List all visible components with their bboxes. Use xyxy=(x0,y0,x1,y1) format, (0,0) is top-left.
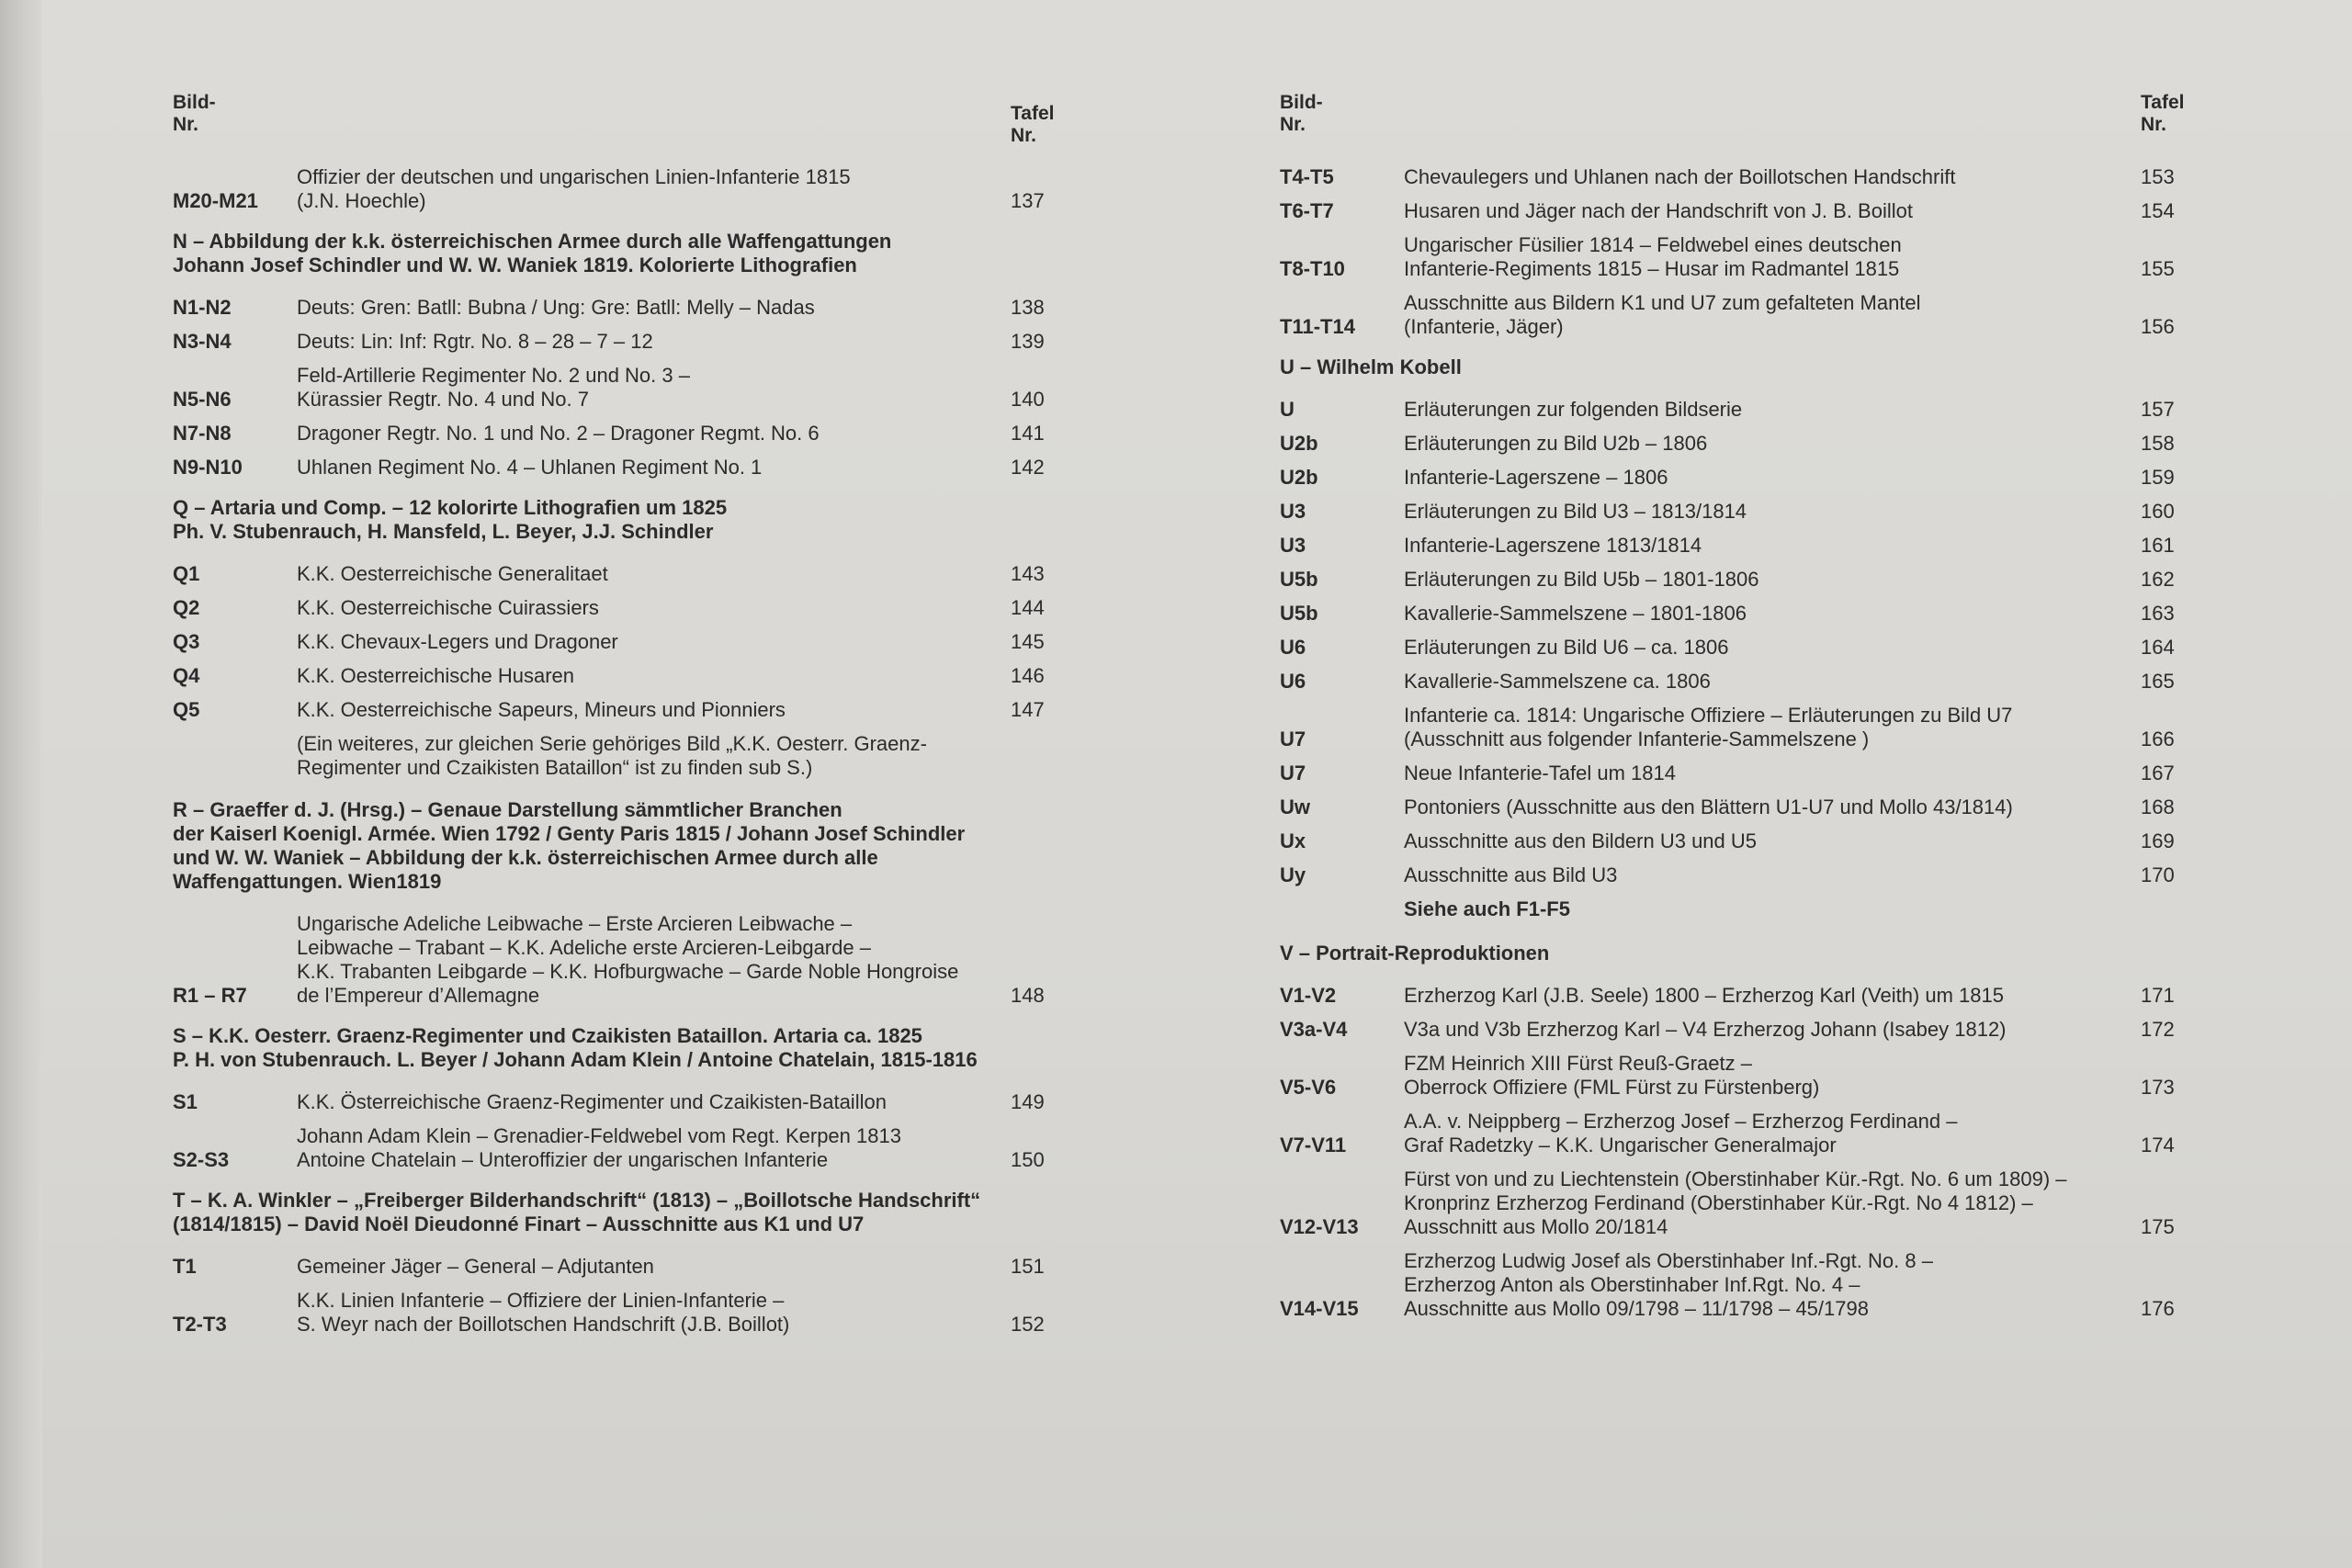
tafel-nr: 175 xyxy=(2141,1215,2175,1238)
description-line: Infanterie-Lagerszene 1813/1814 xyxy=(1404,534,1702,557)
entry-description xyxy=(1404,829,2141,853)
bild-nr: Uw xyxy=(1280,795,1310,818)
tafel-nr: 171 xyxy=(2141,984,2175,1007)
table-row xyxy=(156,364,1084,412)
table-row xyxy=(156,422,1084,446)
description-line: Infanterie-Lagerszene – 1806 xyxy=(1404,466,1668,489)
table-row xyxy=(156,596,1084,620)
tafel-nr: 172 xyxy=(2141,1018,2175,1041)
description-line: Erzherzog Anton als Oberstinhaber Inf.Rgt. No. 4 – xyxy=(1404,1273,1860,1296)
see-also-text xyxy=(1404,897,2214,921)
entry-description xyxy=(1404,1018,2141,1042)
description-line: (Ausschnitt aus folgender Infanterie-Sammelszene ) xyxy=(1404,728,1870,750)
bild-nr-heading: Bild- Nr. xyxy=(173,92,216,135)
tafel-nr: 161 xyxy=(2141,534,2175,557)
table-row xyxy=(156,456,1084,479)
table-row xyxy=(156,1289,1084,1337)
description-line: Ausschnitte aus Mollo 09/1798 – 11/1798 – 45/1798 xyxy=(1404,1297,1869,1320)
table-row xyxy=(156,165,1084,213)
note-text-line: (Ein weiteres, zur gleichen Serie gehöriges Bild „K.K. Oesterr. Graenz- xyxy=(297,732,927,755)
section-heading-line: T – K. A. Winkler – „Freiberger Bilderhandschrift“ (1813) – „Boillotsche Handschrift“ xyxy=(173,1189,981,1212)
description-line: Ausschnitt aus Mollo 20/1814 xyxy=(1404,1215,1668,1238)
entry-description xyxy=(1404,165,2141,189)
table-row xyxy=(1263,1168,2214,1239)
table-row xyxy=(156,296,1084,320)
section-heading xyxy=(1280,355,2214,379)
description-line: K.K. Oesterreichische Cuirassiers xyxy=(297,596,599,619)
tafel-nr-heading: Tafel Nr. xyxy=(2141,92,2185,135)
table-row xyxy=(1263,1052,2214,1100)
description-line: Ausschnitte aus Bildern K1 und U7 zum gefalteten Mantel xyxy=(1404,291,1921,314)
description-line: K.K. Oesterreichische Generalitaet xyxy=(297,562,608,585)
table-row xyxy=(1263,829,2214,853)
entry-description xyxy=(1404,466,2141,490)
bild-nr: U7 xyxy=(1280,761,1306,784)
entry-description xyxy=(1404,500,2141,524)
entry-description xyxy=(1404,432,2141,456)
bild-nr: N5-N6 xyxy=(173,388,232,411)
table-row xyxy=(156,1124,1084,1172)
tafel-nr: 152 xyxy=(1011,1313,1045,1336)
tafel-nr: 147 xyxy=(1011,698,1045,721)
entry-description xyxy=(297,1124,1011,1172)
description-line: Neue Infanterie-Tafel um 1814 xyxy=(1404,761,1676,784)
table-row xyxy=(1263,984,2214,1008)
entry-description xyxy=(1404,761,2141,785)
left-column xyxy=(156,92,1084,1347)
description-line: Chevaulegers und Uhlanen nach der Boillotschen Handschrift xyxy=(1404,165,1956,188)
tafel-nr: 164 xyxy=(2141,636,2175,659)
section-heading-line: (1814/1815) – David Noël Dieudonné Finart – Ausschnitte aus K1 und U7 xyxy=(173,1213,865,1235)
bild-nr: U3 xyxy=(1280,534,1306,557)
bild-nr: U2b xyxy=(1280,432,1318,455)
description-line: Kronprinz Erzherzog Ferdinand (Oberstinhaber Kür.-Rgt. No 4 1812) – xyxy=(1404,1191,2033,1214)
section-heading-line: P. H. von Stubenrauch. L. Beyer / Johann Adam Klein / Antoine Chatelain, 1815-1816 xyxy=(173,1048,978,1071)
table-row xyxy=(1263,795,2214,819)
section-heading xyxy=(173,798,1084,894)
bild-nr: V1-V2 xyxy=(1280,984,1337,1007)
description-line: Husaren und Jäger nach der Handschrift von J. B. Boillot xyxy=(1404,199,1913,222)
description-line: Kavallerie-Sammelszene – 1801-1806 xyxy=(1404,602,1747,625)
table-row xyxy=(156,912,1084,1008)
section-heading-line: Q – Artaria und Comp. – 12 kolorirte Lithografien um 1825 xyxy=(173,496,728,519)
description-line: Kürassier Regtr. No. 4 und No. 7 xyxy=(297,388,589,411)
tafel-nr: 137 xyxy=(1011,189,1045,212)
bild-nr: T6-T7 xyxy=(1280,199,1334,222)
tafel-nr: 155 xyxy=(2141,257,2175,280)
entry-description xyxy=(1404,291,2141,339)
bild-nr: V5-V6 xyxy=(1280,1076,1337,1099)
bild-nr: V3a-V4 xyxy=(1280,1018,1348,1041)
tafel-nr: 165 xyxy=(2141,670,2175,693)
tafel-nr: 166 xyxy=(2141,728,2175,750)
entry-description xyxy=(297,1255,1011,1279)
bild-nr: Q5 xyxy=(173,698,200,721)
bild-nr: Q1 xyxy=(173,562,200,585)
table-row xyxy=(1263,636,2214,660)
tafel-nr: 148 xyxy=(1011,984,1045,1007)
section-heading xyxy=(173,1024,1084,1072)
description-line: Erzherzog Karl (J.B. Seele) 1800 – Erzherzog Karl (Veith) um 1815 xyxy=(1404,984,2004,1007)
tafel-nr: 156 xyxy=(2141,315,2175,338)
bild-nr-heading: Bild- Nr. xyxy=(1280,92,1323,135)
table-row xyxy=(1263,233,2214,281)
tafel-nr: 167 xyxy=(2141,761,2175,784)
table-row xyxy=(156,1090,1084,1114)
entry-description xyxy=(297,562,1011,586)
section-heading-line: S – K.K. Oesterr. Graenz-Regimenter und Czaikisten Bataillon. Artaria ca. 1825 xyxy=(173,1024,922,1047)
description-line: K.K. Oesterreichische Sapeurs, Mineurs und Pionniers xyxy=(297,698,786,721)
entry-description xyxy=(1404,568,2141,592)
bild-nr: T8-T10 xyxy=(1280,257,1345,280)
tafel-nr: 144 xyxy=(1011,596,1045,619)
tafel-nr: 138 xyxy=(1011,296,1045,319)
bild-nr: M20-M21 xyxy=(173,189,258,212)
entry-description xyxy=(1404,534,2141,558)
entry-description xyxy=(297,330,1011,354)
description-line: K.K. Oesterreichische Husaren xyxy=(297,664,575,687)
table-row xyxy=(156,1255,1084,1279)
entry-description xyxy=(297,296,1011,320)
table-row xyxy=(156,330,1084,354)
description-line: Antoine Chatelain – Unteroffizier der ungarischen Infanterie xyxy=(297,1148,829,1171)
section-heading-line: Johann Josef Schindler und W. W. Waniek 1819. Kolorierte Lithografien xyxy=(173,254,857,276)
table-row xyxy=(156,630,1084,654)
description-line: Erläuterungen zu Bild U5b – 1801-1806 xyxy=(1404,568,1759,591)
bild-nr: Uy xyxy=(1280,863,1306,886)
entry-description xyxy=(1404,636,2141,660)
description-line: S. Weyr nach der Boillotschen Handschrift (J.B. Boillot) xyxy=(297,1313,790,1336)
tafel-nr-heading: Tafel Nr. xyxy=(1011,103,1055,146)
entry-description xyxy=(1404,1168,2141,1239)
table-row xyxy=(1263,568,2214,592)
entry-description xyxy=(1404,984,2141,1008)
table-row xyxy=(1263,704,2214,751)
left-entries xyxy=(156,165,1084,1337)
description-line: Graf Radetzky – K.K. Ungarischer Generalmajor xyxy=(1404,1134,1837,1156)
right-entries xyxy=(1263,165,2214,1321)
description-line: Erläuterungen zur folgenden Bildserie xyxy=(1404,398,1743,421)
table-row xyxy=(1263,761,2214,785)
bild-nr: S2-S3 xyxy=(173,1148,230,1171)
description-line: Uhlanen Regiment No. 4 – Uhlanen Regiment No. 1 xyxy=(297,456,763,479)
tafel-nr: 143 xyxy=(1011,562,1045,585)
description-line: Ungarische Adeliche Leibwache – Erste Arcieren Leibwache – xyxy=(297,912,853,935)
table-row xyxy=(1263,432,2214,456)
section-heading-line: R – Graeffer d. J. (Hrsg.) – Genaue Darstellung sämmtlicher Branchen xyxy=(173,798,842,821)
table-row xyxy=(1263,863,2214,887)
tafel-nr: 145 xyxy=(1011,630,1045,653)
table-row xyxy=(1263,1249,2214,1321)
bild-nr: U xyxy=(1280,398,1295,421)
tafel-nr: 162 xyxy=(2141,568,2175,591)
entry-description xyxy=(1404,795,2141,819)
bild-nr: N9-N10 xyxy=(173,456,243,479)
tafel-nr: 153 xyxy=(2141,165,2175,188)
description-line: (J.N. Hoechle) xyxy=(297,189,426,212)
description-line: Johann Adam Klein – Grenadier-Feldwebel vom Regt. Kerpen 1813 xyxy=(297,1124,901,1147)
description-line: Gemeiner Jäger – General – Adjutanten xyxy=(297,1255,654,1278)
section-heading-line: und W. W. Waniek – Abbildung der k.k. österreichischen Armee durch alle xyxy=(173,846,878,869)
tafel-nr: 157 xyxy=(2141,398,2175,421)
table-row xyxy=(1263,199,2214,223)
table-row xyxy=(156,562,1084,586)
bild-nr: U6 xyxy=(1280,636,1306,659)
section-heading-line: Ph. V. Stubenrauch, H. Mansfeld, L. Beyer, J.J. Schindler xyxy=(173,520,714,543)
description-line: V3a und V3b Erzherzog Karl – V4 Erzherzog Johann (Isabey 1812) xyxy=(1404,1018,2007,1041)
tafel-nr: 158 xyxy=(2141,432,2175,455)
table-row xyxy=(1263,1018,2214,1042)
description-line: Ausschnitte aus Bild U3 xyxy=(1404,863,1618,886)
tafel-nr: 170 xyxy=(2141,863,2175,886)
bild-nr: T1 xyxy=(173,1255,197,1278)
bild-nr: T4-T5 xyxy=(1280,165,1334,188)
description-line: Feld-Artillerie Regimenter No. 2 und No. 3 – xyxy=(297,364,690,387)
bild-nr: U3 xyxy=(1280,500,1306,523)
description-line: K.K. Linien Infanterie – Offiziere der Linien-Infanterie – xyxy=(297,1289,785,1312)
description-line: K.K. Österreichische Graenz-Regimenter und Czaikisten-Bataillon xyxy=(297,1090,887,1113)
entry-description xyxy=(297,596,1011,620)
description-line: Dragoner Regtr. No. 1 und No. 2 – Dragoner Regmt. No. 6 xyxy=(297,422,820,445)
description-line: Erläuterungen zu Bild U3 – 1813/1814 xyxy=(1404,500,1747,523)
tafel-nr: 139 xyxy=(1011,330,1045,353)
bild-nr: T11-T14 xyxy=(1280,315,1355,338)
entry-description xyxy=(297,1090,1011,1114)
right-column xyxy=(1263,92,2214,1331)
section-heading-line: der Kaiserl Koenigl. Armée. Wien 1792 / Genty Paris 1815 / Johann Josef Schindler xyxy=(173,822,966,845)
description-line: Erläuterungen zu Bild U6 – ca. 1806 xyxy=(1404,636,1729,659)
book-spine xyxy=(0,0,42,1568)
description-line: K.K. Trabanten Leibgarde – K.K. Hofburgwache – Garde Noble Hongroise xyxy=(297,960,959,983)
entry-description xyxy=(1404,398,2141,422)
tafel-nr: 146 xyxy=(1011,664,1045,687)
description-line: Offizier der deutschen und ungarischen Linien-Infanterie 1815 xyxy=(297,165,851,188)
right-column-header xyxy=(1263,92,2214,165)
description-line: Infanterie ca. 1814: Ungarische Offiziere – Erläuterungen zu Bild U7 xyxy=(1404,704,2013,727)
left-column-header xyxy=(156,92,1084,165)
table-row xyxy=(1263,670,2214,694)
table-row xyxy=(1263,398,2214,422)
bild-nr: T2-T3 xyxy=(173,1313,227,1336)
tafel-nr: 141 xyxy=(1011,422,1045,445)
bild-nr: N3-N4 xyxy=(173,330,232,353)
description-line: de l’Empereur d’Allemagne xyxy=(297,984,540,1007)
table-row xyxy=(156,664,1084,688)
bild-nr: Q4 xyxy=(173,664,200,687)
table-row xyxy=(1263,165,2214,189)
entry-description xyxy=(297,912,1011,1008)
description-line: Kavallerie-Sammelszene ca. 1806 xyxy=(1404,670,1711,693)
section-heading-line: Waffengattungen. Wien1819 xyxy=(173,870,442,893)
description-line: Infanterie-Regiments 1815 – Husar im Radmantel 1815 xyxy=(1404,257,1900,280)
entry-description xyxy=(1404,1110,2141,1157)
bild-nr: U5b xyxy=(1280,568,1318,591)
section-heading xyxy=(173,496,1084,544)
tafel-nr: 142 xyxy=(1011,456,1045,479)
tafel-nr: 169 xyxy=(2141,829,2175,852)
see-also-text-line: Siehe auch F1-F5 xyxy=(1404,897,1570,920)
description-line: Pontoniers (Ausschnitte aus den Blättern U1-U7 und Mollo 43/1814) xyxy=(1404,795,2013,818)
description-line: Leibwache – Trabant – K.K. Adeliche erste Arcieren-Leibgarde – xyxy=(297,936,871,959)
table-row xyxy=(156,698,1084,722)
entry-description xyxy=(297,630,1011,654)
tafel-nr: 163 xyxy=(2141,602,2175,625)
description-line: Erläuterungen zu Bild U2b – 1806 xyxy=(1404,432,1708,455)
entry-description xyxy=(1404,602,2141,626)
bild-nr: U2b xyxy=(1280,466,1318,489)
table-row xyxy=(1263,1110,2214,1157)
bild-nr: N1-N2 xyxy=(173,296,232,319)
description-line: A.A. v. Neippberg – Erzherzog Josef – Erzherzog Ferdinand – xyxy=(1404,1110,1958,1133)
table-row xyxy=(1263,466,2214,490)
bild-nr: V7-V11 xyxy=(1280,1134,1347,1156)
description-line: Erzherzog Ludwig Josef als Oberstinhaber Inf.-Rgt. No. 8 – xyxy=(1404,1249,1933,1272)
entry-description xyxy=(1404,199,2141,223)
table-row xyxy=(1263,291,2214,339)
description-line: Deuts: Lin: Inf: Rgtr. No. 8 – 28 – 7 – 12 xyxy=(297,330,653,353)
entry-description xyxy=(297,422,1011,446)
tafel-nr: 160 xyxy=(2141,500,2175,523)
bild-nr: S1 xyxy=(173,1090,198,1113)
bild-nr: Q2 xyxy=(173,596,200,619)
description-line: Oberrock Offiziere (FML Fürst zu Fürstenberg) xyxy=(1404,1076,1820,1099)
entry-description xyxy=(1404,670,2141,694)
bild-nr: V14-V15 xyxy=(1280,1297,1359,1320)
bild-nr: V12-V13 xyxy=(1280,1215,1359,1238)
entry-description xyxy=(1404,704,2141,751)
tafel-nr: 140 xyxy=(1011,388,1045,411)
bild-nr: U7 xyxy=(1280,728,1306,750)
entry-description xyxy=(297,664,1011,688)
description-line: Deuts: Gren: Batll: Bubna / Ung: Gre: Batll: Melly – Nadas xyxy=(297,296,815,319)
table-row xyxy=(1263,602,2214,626)
tafel-nr: 149 xyxy=(1011,1090,1045,1113)
section-heading-line: V – Portrait-Reproduktionen xyxy=(1280,942,1550,964)
section-heading-line: U – Wilhelm Kobell xyxy=(1280,355,1462,378)
description-line: FZM Heinrich XIII Fürst Reuß-Graetz – xyxy=(1404,1052,1752,1075)
tafel-nr: 176 xyxy=(2141,1297,2175,1320)
bild-nr: Ux xyxy=(1280,829,1306,852)
bild-nr: U5b xyxy=(1280,602,1318,625)
description-line: Ausschnitte aus den Bildern U3 und U5 xyxy=(1404,829,1758,852)
description-line: (Infanterie, Jäger) xyxy=(1404,315,1564,338)
tafel-nr: 168 xyxy=(2141,795,2175,818)
description-line: Fürst von und zu Liechtenstein (Oberstinhaber Kür.-Rgt. No. 6 um 1809) – xyxy=(1404,1168,2067,1190)
section-heading-line: N – Abbildung der k.k. österreichischen Armee durch alle Waffengattungen xyxy=(173,230,892,253)
tafel-nr: 174 xyxy=(2141,1134,2175,1156)
section-heading xyxy=(173,1189,1084,1236)
description-line: K.K. Chevaux-Legers und Dragoner xyxy=(297,630,618,653)
note-text xyxy=(297,732,1084,780)
tafel-nr: 151 xyxy=(1011,1255,1045,1278)
description-line: Ungarischer Füsilier 1814 – Feldwebel eines deutschen xyxy=(1404,233,1902,256)
bild-nr: U6 xyxy=(1280,670,1306,693)
entry-description xyxy=(1404,1249,2141,1321)
entry-description xyxy=(297,165,1011,213)
tafel-nr: 159 xyxy=(2141,466,2175,489)
bild-nr: Q3 xyxy=(173,630,200,653)
tafel-nr: 173 xyxy=(2141,1076,2175,1099)
table-row xyxy=(1263,500,2214,524)
entry-description xyxy=(297,364,1011,412)
table-row xyxy=(1263,534,2214,558)
entry-description xyxy=(1404,233,2141,281)
entry-description xyxy=(297,698,1011,722)
section-heading xyxy=(1280,942,2214,965)
tafel-nr: 150 xyxy=(1011,1148,1045,1171)
entry-description xyxy=(1404,1052,2141,1100)
bild-nr: R1 – R7 xyxy=(173,984,247,1007)
entry-description xyxy=(297,1289,1011,1337)
section-heading xyxy=(173,230,1084,277)
tafel-nr: 154 xyxy=(2141,199,2175,222)
bild-nr: N7-N8 xyxy=(173,422,232,445)
entry-description xyxy=(1404,863,2141,887)
note-text-line: Regimenter und Czaikisten Bataillon“ ist zu finden sub S.) xyxy=(297,756,813,779)
entry-description xyxy=(297,456,1011,479)
